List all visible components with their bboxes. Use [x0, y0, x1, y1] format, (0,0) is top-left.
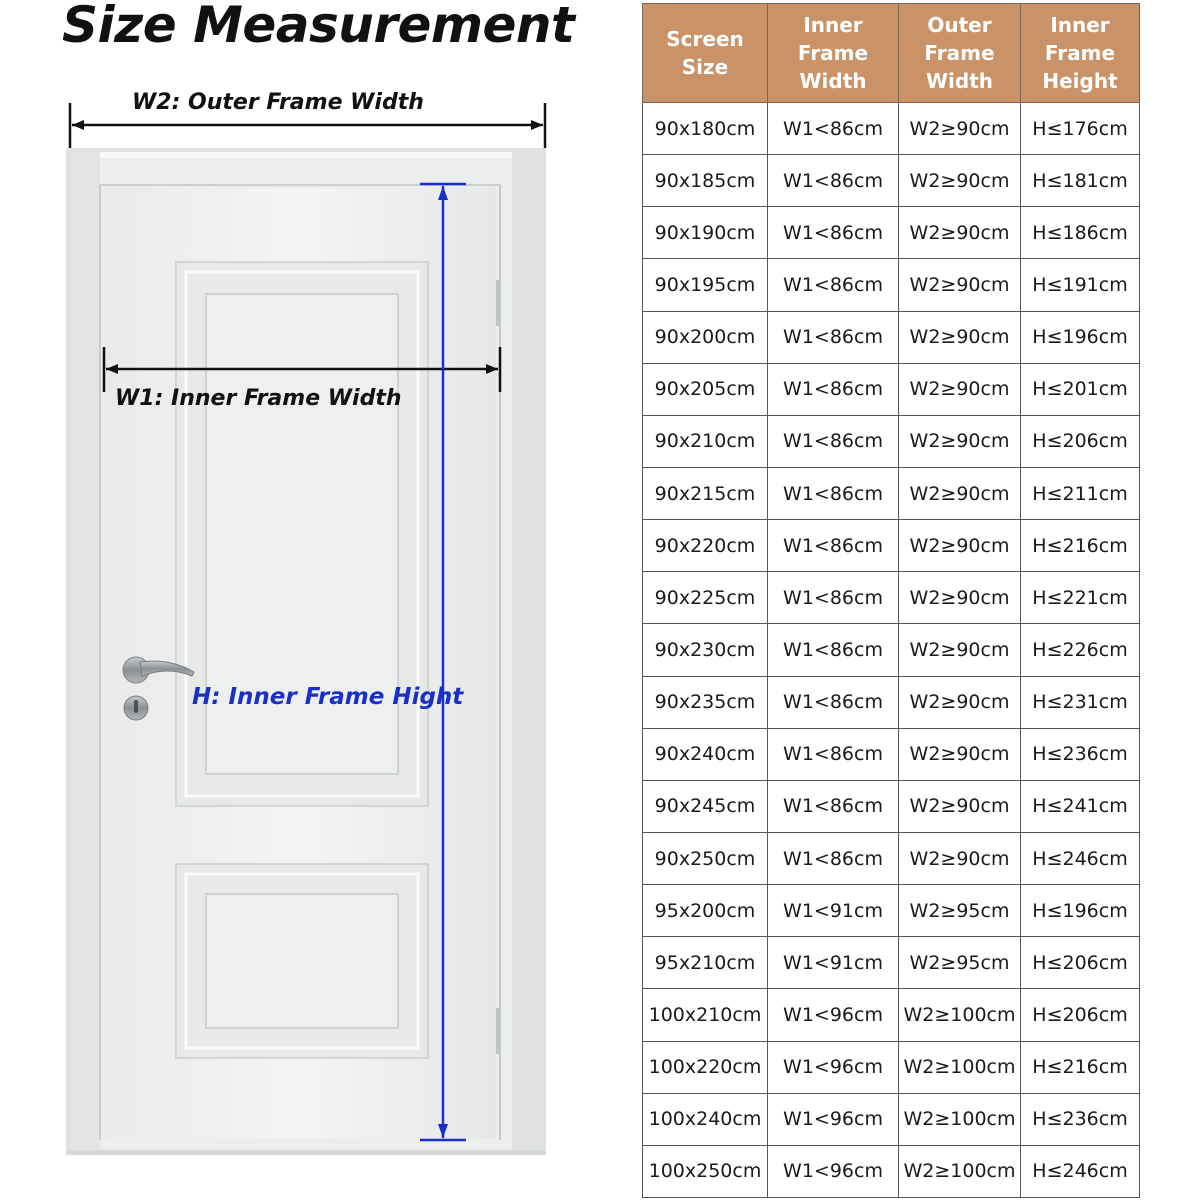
inner-height-cell: H≤181cm	[1021, 155, 1140, 207]
inner-height-cell: H≤216cm	[1021, 520, 1140, 572]
table-row	[643, 311, 1140, 363]
inner-width-cell: W1<86cm	[768, 415, 899, 467]
outer-width-cell: W2≥90cm	[899, 624, 1021, 676]
inner-width-cell: W1<86cm	[768, 207, 899, 259]
table-row	[643, 103, 1140, 155]
inner-height-cell: H≤186cm	[1021, 207, 1140, 259]
header-line: Inner	[803, 13, 863, 37]
table-header-row	[643, 4, 1140, 103]
inner-width-cell: W1<86cm	[768, 520, 899, 572]
inner-height-cell: H≤241cm	[1021, 780, 1140, 832]
table-row	[643, 520, 1140, 572]
screen-size-cell: 90x250cm	[643, 832, 768, 884]
inner-width-cell: W1<96cm	[768, 1093, 899, 1145]
inner-height-cell: H≤246cm	[1021, 832, 1140, 884]
screen-size-cell: 90x235cm	[643, 676, 768, 728]
inner-height-cell: H≤191cm	[1021, 259, 1140, 311]
inner-height-cell: H≤201cm	[1021, 363, 1140, 415]
header-line: Width	[799, 69, 867, 93]
table-row	[643, 624, 1140, 676]
inner-height-cell: H≤236cm	[1021, 728, 1140, 780]
inner-height-cell: H≤231cm	[1021, 676, 1140, 728]
table-row	[643, 1145, 1140, 1197]
screen-size-cell: 100x250cm	[643, 1145, 768, 1197]
table-row	[643, 1041, 1140, 1093]
header-line: Screen	[666, 27, 744, 51]
inner-width-cell: W1<96cm	[768, 1145, 899, 1197]
outer-width-cell: W2≥90cm	[899, 676, 1021, 728]
screen-size-cell: 90x190cm	[643, 207, 768, 259]
inner-width-cell: W1<96cm	[768, 989, 899, 1041]
outer-width-cell: W2≥90cm	[899, 467, 1021, 519]
outer-width-label: W2: Outer Frame Width	[132, 90, 424, 115]
inner-width-cell: W1<86cm	[768, 832, 899, 884]
header-line: Frame	[1044, 41, 1116, 65]
inner-width-cell: W1<91cm	[768, 885, 899, 937]
screen-size-cell: 95x210cm	[643, 937, 768, 989]
screen-size-cell: 100x210cm	[643, 989, 768, 1041]
screen-size-cell: 90x180cm	[643, 103, 768, 155]
inner-height-cell: H≤246cm	[1021, 1145, 1140, 1197]
inner-width-cell: W1<86cm	[768, 572, 899, 624]
inner-height-cell: H≤211cm	[1021, 467, 1140, 519]
screen-size-cell: 90x220cm	[643, 520, 768, 572]
screen-size-cell: 90x200cm	[643, 311, 768, 363]
inner-width-cell: W1<86cm	[768, 311, 899, 363]
table-row	[643, 780, 1140, 832]
screen-size-cell: 90x210cm	[643, 415, 768, 467]
table-row	[643, 259, 1140, 311]
table-row	[643, 207, 1140, 259]
table-row	[643, 728, 1140, 780]
door-lock-icon	[124, 696, 148, 720]
inner-width-cell: W1<86cm	[768, 676, 899, 728]
inner-height-cell: H≤216cm	[1021, 1041, 1140, 1093]
header-outer-frame-width	[899, 4, 1021, 103]
outer-width-cell: W2≥100cm	[899, 989, 1021, 1041]
screen-size-cell: 90x225cm	[643, 572, 768, 624]
outer-width-cell: W2≥100cm	[899, 1041, 1021, 1093]
inner-height-label: H: Inner Frame Hight	[192, 684, 464, 710]
screen-size-cell: 90x245cm	[643, 780, 768, 832]
header-line: Frame	[924, 41, 995, 65]
outer-width-cell: W2≥95cm	[899, 937, 1021, 989]
header-line: Outer	[927, 13, 992, 37]
outer-width-cell: W2≥95cm	[899, 885, 1021, 937]
table-row	[643, 832, 1140, 884]
outer-width-cell: W2≥90cm	[899, 207, 1021, 259]
table-row	[643, 467, 1140, 519]
header-line: Inner	[1050, 13, 1110, 37]
inner-width-label: W1: Inner Frame Width	[115, 386, 402, 411]
outer-width-cell: W2≥90cm	[899, 363, 1021, 415]
screen-size-cell: 90x195cm	[643, 259, 768, 311]
screen-size-cell: 100x240cm	[643, 1093, 768, 1145]
header-line: Height	[1042, 69, 1118, 93]
inner-height-cell: H≤196cm	[1021, 311, 1140, 363]
header-inner-frame-width	[768, 4, 899, 103]
table-row	[643, 572, 1140, 624]
header-line: Width	[925, 69, 994, 93]
outer-width-cell: W2≥90cm	[899, 259, 1021, 311]
header-line: Frame	[797, 41, 869, 65]
page-title: Size Measurement	[62, 0, 575, 54]
inner-height-cell: H≤206cm	[1021, 937, 1140, 989]
outer-width-cell: W2≥100cm	[899, 1145, 1021, 1197]
inner-width-cell: W1<86cm	[768, 155, 899, 207]
inner-width-cell: W1<91cm	[768, 937, 899, 989]
table-row	[643, 1093, 1140, 1145]
inner-height-cell: H≤226cm	[1021, 624, 1140, 676]
outer-width-cell: W2≥90cm	[899, 103, 1021, 155]
table-row	[643, 989, 1140, 1041]
inner-height-cell: H≤236cm	[1021, 1093, 1140, 1145]
screen-size-cell: 90x240cm	[643, 728, 768, 780]
outer-width-cell: W2≥90cm	[899, 520, 1021, 572]
inner-width-cell: W1<96cm	[768, 1041, 899, 1093]
outer-width-cell: W2≥90cm	[899, 311, 1021, 363]
table-row	[643, 363, 1140, 415]
inner-width-cell: W1<86cm	[768, 363, 899, 415]
screen-size-cell: 100x220cm	[643, 1041, 768, 1093]
inner-width-cell: W1<86cm	[768, 467, 899, 519]
screen-size-cell: 90x185cm	[643, 155, 768, 207]
outer-width-cell: W2≥90cm	[899, 415, 1021, 467]
inner-width-cell: W1<86cm	[768, 728, 899, 780]
size-table	[642, 3, 1140, 1198]
inner-height-cell: H≤206cm	[1021, 989, 1140, 1041]
inner-height-cell: H≤196cm	[1021, 885, 1140, 937]
table-row	[643, 415, 1140, 467]
screen-size-cell: 90x215cm	[643, 467, 768, 519]
inner-height-cell: H≤176cm	[1021, 103, 1140, 155]
outer-width-cell: W2≥90cm	[899, 780, 1021, 832]
inner-width-cell: W1<86cm	[768, 780, 899, 832]
table-row	[643, 155, 1140, 207]
table-row	[643, 885, 1140, 937]
outer-width-cell: W2≥90cm	[899, 572, 1021, 624]
inner-width-cell: W1<86cm	[768, 103, 899, 155]
outer-width-cell: W2≥90cm	[899, 728, 1021, 780]
inner-height-cell: H≤221cm	[1021, 572, 1140, 624]
header-screen-size	[643, 4, 768, 103]
inner-width-cell: W1<86cm	[768, 259, 899, 311]
outer-width-cell: W2≥90cm	[899, 832, 1021, 884]
screen-size-cell: 90x205cm	[643, 363, 768, 415]
table-row	[643, 937, 1140, 989]
table-body	[643, 103, 1140, 1198]
outer-width-cell: W2≥90cm	[899, 155, 1021, 207]
screen-size-cell: 95x200cm	[643, 885, 768, 937]
inner-height-cell: H≤206cm	[1021, 415, 1140, 467]
inner-width-cell: W1<86cm	[768, 624, 899, 676]
screen-size-cell: 90x230cm	[643, 624, 768, 676]
outer-width-cell: W2≥100cm	[899, 1093, 1021, 1145]
header-inner-frame-height	[1021, 4, 1140, 103]
table-row	[643, 676, 1140, 728]
header-line: Size	[681, 55, 729, 79]
